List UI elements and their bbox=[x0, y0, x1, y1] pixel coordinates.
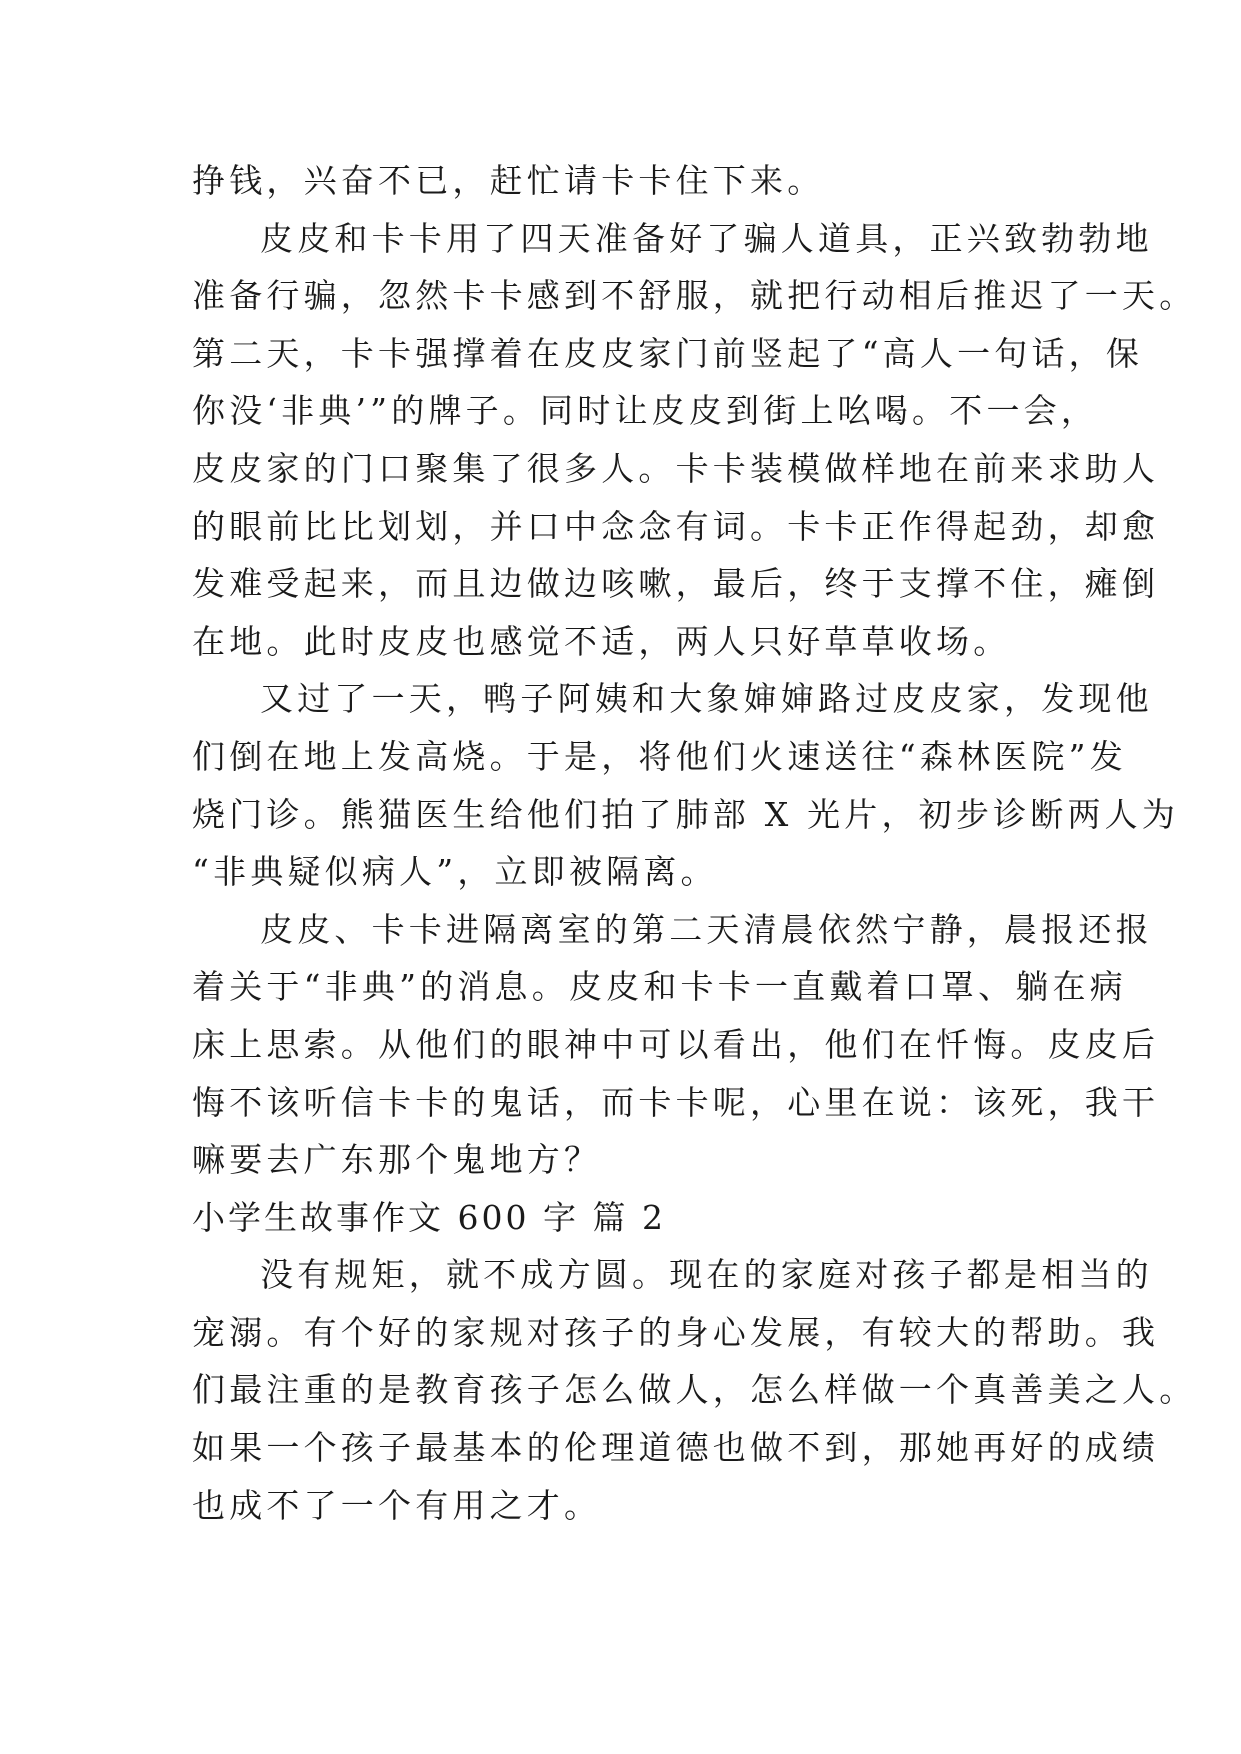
text-line: 们最注重的是教育孩子怎么做人，怎么样做一个真善美之人。 bbox=[192, 1370, 1197, 1410]
paragraph-first-line: 没有规矩，就不成方圆。现在的家庭对孩子都是相当的 bbox=[260, 1255, 1153, 1295]
text-line: 嘛要去广东那个鬼地方？ bbox=[192, 1140, 602, 1180]
document-body bbox=[192, 152, 1197, 1534]
text-line: 烧门诊。熊猫医生给他们拍了肺部 X 光片，初步诊断两人为 bbox=[192, 794, 1180, 834]
paragraph-first-line: 皮皮和卡卡用了四天准备好了骗人道具，正兴致勃勃地 bbox=[260, 218, 1153, 258]
text-line: “非典疑似病人”，立即被隔离。 bbox=[192, 852, 718, 892]
text-line: 们倒在地上发高烧。于是，将他们火速送往“森林医院”发 bbox=[192, 736, 1127, 776]
paragraph-first-line: 皮皮、卡卡进隔离室的第二天清晨依然宁静，晨报还报 bbox=[260, 909, 1153, 949]
text-line: 也成不了一个有用之才。 bbox=[192, 1485, 602, 1525]
text-line: 悔不该听信卡卡的鬼话，而卡卡呢，心里在说：该死，我干 bbox=[192, 1082, 1160, 1122]
text-line: 在地。此时皮皮也感觉不适，两人只好草草收场。 bbox=[192, 621, 1011, 661]
text-line: 第二天，卡卡强撑着在皮皮家门前竖起了“高人一句话，保 bbox=[192, 333, 1144, 373]
text-line: 你没‘非典’”的牌子。同时让皮皮到街上吆喝。不一会， bbox=[192, 391, 1099, 431]
text-line: 皮皮家的门口聚集了很多人。卡卡装模做样地在前来求助人 bbox=[192, 448, 1160, 488]
text-line: 发难受起来，而且边做边咳嗽，最后，终于支撑不住，瘫倒 bbox=[192, 564, 1160, 604]
text-line: 床上思索。从他们的眼神中可以看出，他们在忏悔。皮皮后 bbox=[192, 1024, 1160, 1064]
section-heading: 小学生故事作文 600 字 篇 2 bbox=[192, 1197, 666, 1237]
text-line: 的眼前比比划划，并口中念念有词。卡卡正作得起劲，却愈 bbox=[192, 506, 1160, 546]
paragraph-first-line: 又过了一天，鸭子阿姨和大象婶婶路过皮皮家，发现他 bbox=[260, 679, 1153, 719]
text-line: 准备行骗，忽然卡卡感到不舒服，就把行动相后推迟了一天。 bbox=[192, 276, 1197, 316]
text-line: 着关于“非典”的消息。皮皮和卡卡一直戴着口罩、躺在病 bbox=[192, 967, 1127, 1007]
text-line: 挣钱，兴奋不已，赶忙请卡卡住下来。 bbox=[192, 161, 825, 200]
text-line: 如果一个孩子最基本的伦理道德也做不到，那她再好的成绩 bbox=[192, 1428, 1160, 1468]
text-line: 宠溺。有个好的家规对孩子的身心发展，有较大的帮助。我 bbox=[192, 1312, 1160, 1352]
